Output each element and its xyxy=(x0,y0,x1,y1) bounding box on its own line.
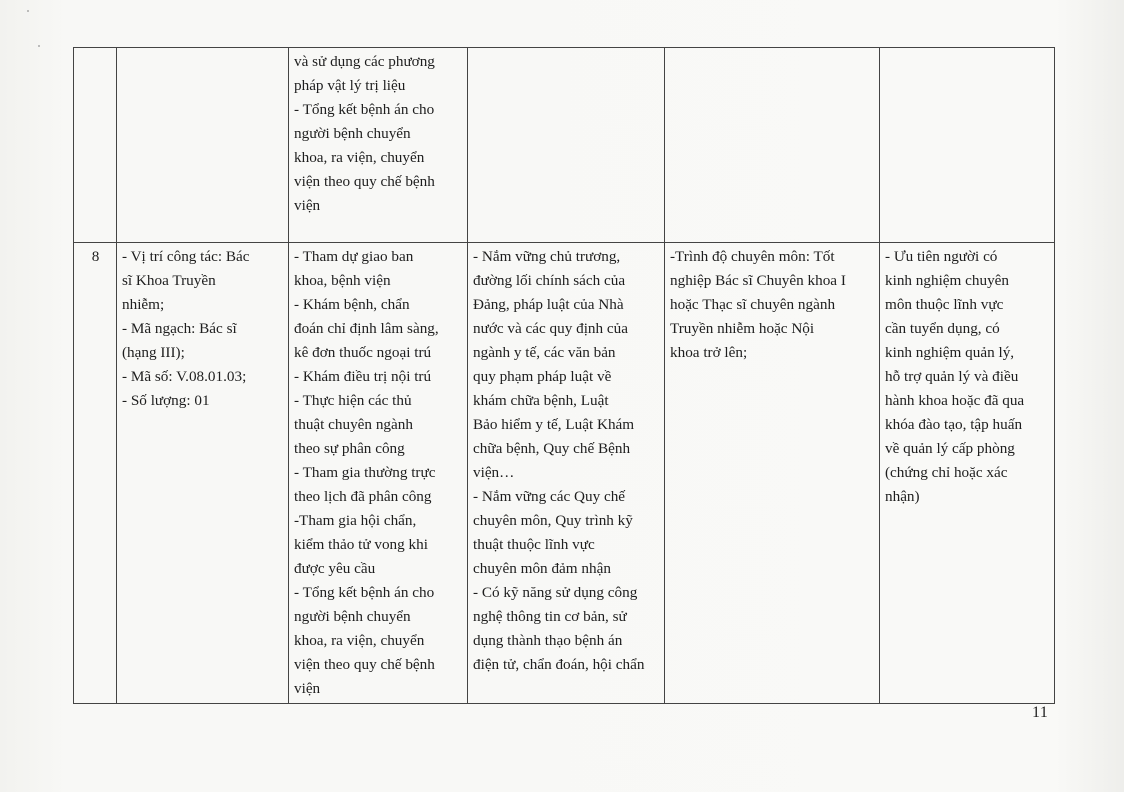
cell-line: người bệnh chuyển xyxy=(294,608,411,625)
cell-line: viện xyxy=(294,680,321,697)
cell-line: Đảng, pháp luật của Nhà xyxy=(473,296,624,313)
cell-line: sĩ Khoa Truyền xyxy=(122,272,216,289)
cell-line: kinh nghiệm quản lý, xyxy=(885,344,1015,361)
cell-line: viện theo quy chế bệnh xyxy=(294,173,435,190)
cell-line: khám chữa bệnh, Luật xyxy=(473,392,609,409)
cell-line: nhiễm; xyxy=(122,296,165,313)
cell-line: khoa trở lên; xyxy=(670,344,748,361)
cell-line: điện tử, chẩn đoán, hội chẩn xyxy=(473,656,645,673)
cell-line: theo lịch đã phân công xyxy=(294,488,432,505)
cell-line: đường lối chính sách của xyxy=(473,272,626,289)
cell-line: kê đơn thuốc ngoại trú xyxy=(294,344,432,361)
cell-line: viện… xyxy=(473,464,515,481)
cell-tasks xyxy=(289,243,468,704)
cell-line: được yêu cầu xyxy=(294,560,376,577)
cell-line: thuật chuyên ngành xyxy=(294,416,413,433)
cell-line: Truyền nhiễm hoặc Nội xyxy=(670,320,815,337)
cell-line: chữa bệnh, Quy chế Bệnh xyxy=(473,440,631,457)
cell-line: -Trình độ chuyên môn: Tốt xyxy=(670,248,835,265)
scan-speck xyxy=(27,10,29,12)
page-number: 11 xyxy=(1032,704,1049,721)
cell-line: khoa, ra viện, chuyển xyxy=(294,632,425,649)
cell-line: - Khám điều trị nội trú xyxy=(294,368,432,385)
cell-line: đoán chỉ định lâm sàng, xyxy=(294,320,439,337)
cell-no: 8 xyxy=(74,243,117,704)
cell-line: viện theo quy chế bệnh xyxy=(294,656,435,673)
cell-position xyxy=(117,243,289,704)
cell-line: - Tham gia thường trực xyxy=(294,464,436,481)
cell-no xyxy=(74,48,117,243)
cell-tasks xyxy=(289,48,468,243)
cell-line: nhận) xyxy=(885,488,920,505)
table-row xyxy=(74,243,1055,704)
cell-line: người bệnh chuyển xyxy=(294,125,411,142)
cell-line: - Tổng kết bệnh án cho xyxy=(294,584,435,601)
cell-line: - Có kỹ năng sử dụng công xyxy=(473,584,638,601)
cell-line: dụng thành thạo bệnh án xyxy=(473,632,623,649)
recruitment-table xyxy=(73,47,1055,704)
cell-line: nghệ thông tin cơ bản, sử xyxy=(473,608,627,625)
cell-qualification xyxy=(665,243,880,704)
cell-line: nước và các quy định của xyxy=(473,320,628,337)
cell-line: -Tham gia hội chẩn, xyxy=(294,512,417,529)
cell-line: chuyên môn, Quy trình kỹ xyxy=(473,512,633,529)
cell-line: hoặc Thạc sĩ chuyên ngành xyxy=(670,296,836,313)
cell-line: chuyên môn đảm nhận xyxy=(473,560,611,577)
cell-line: về quản lý cấp phòng xyxy=(885,440,1015,457)
cell-line: pháp vật lý trị liệu xyxy=(294,77,406,94)
cell-line: - Ưu tiên người có xyxy=(885,248,998,265)
cell-line: hành khoa hoặc đã qua xyxy=(885,392,1025,409)
cell-line: viện xyxy=(294,197,321,214)
cell-line: khoa, ra viện, chuyển xyxy=(294,149,425,166)
cell-line: ngành y tế, các văn bản xyxy=(473,344,616,361)
cell-line: kinh nghiệm chuyên xyxy=(885,272,1010,289)
cell-knowledge xyxy=(468,243,665,704)
cell-line: khoa, bệnh viện xyxy=(294,272,391,289)
cell-line: thuật thuộc lĩnh vực xyxy=(473,536,595,553)
cell-line: theo sự phân công xyxy=(294,440,405,457)
cell-line: - Mã ngạch: Bác sĩ xyxy=(122,320,237,337)
cell-line: - Thực hiện các thủ xyxy=(294,392,412,409)
cell-line: - Tham dự giao ban xyxy=(294,248,414,265)
scan-speck xyxy=(38,45,40,47)
cell-line: (hạng III); xyxy=(122,344,185,361)
cell-line: - Tổng kết bệnh án cho xyxy=(294,101,435,118)
cell-line: cần tuyển dụng, có xyxy=(885,320,1000,337)
table-row xyxy=(74,48,1055,243)
cell-line: quy phạm pháp luật về xyxy=(473,368,612,385)
cell-line: và sử dụng các phương xyxy=(294,53,435,70)
cell-line: kiểm thảo tử vong khi xyxy=(294,536,428,553)
cell-priority xyxy=(880,48,1055,243)
cell-line: khóa đào tạo, tập huấn xyxy=(885,416,1023,433)
cell-line: - Nắm vững chủ trương, xyxy=(473,248,621,265)
cell-line: - Nắm vững các Quy chế xyxy=(473,488,626,505)
cell-line: hỗ trợ quản lý và điều xyxy=(885,368,1019,385)
cell-priority xyxy=(880,243,1055,704)
cell-knowledge xyxy=(468,48,665,243)
cell-line: nghiệp Bác sĩ Chuyên khoa I xyxy=(670,272,846,289)
cell-qualification xyxy=(665,48,880,243)
cell-line: Bảo hiểm y tế, Luật Khám xyxy=(473,416,635,433)
cell-line: môn thuộc lĩnh vực xyxy=(885,296,1004,313)
cell-line: - Khám bệnh, chẩn xyxy=(294,296,410,313)
cell-line: - Vị trí công tác: Bác xyxy=(122,248,250,265)
cell-line: - Số lượng: 01 xyxy=(122,392,210,409)
cell-position xyxy=(117,48,289,243)
cell-line: (chứng chỉ hoặc xác xyxy=(885,464,1008,481)
cell-line: - Mã số: V.08.01.03; xyxy=(122,368,247,385)
